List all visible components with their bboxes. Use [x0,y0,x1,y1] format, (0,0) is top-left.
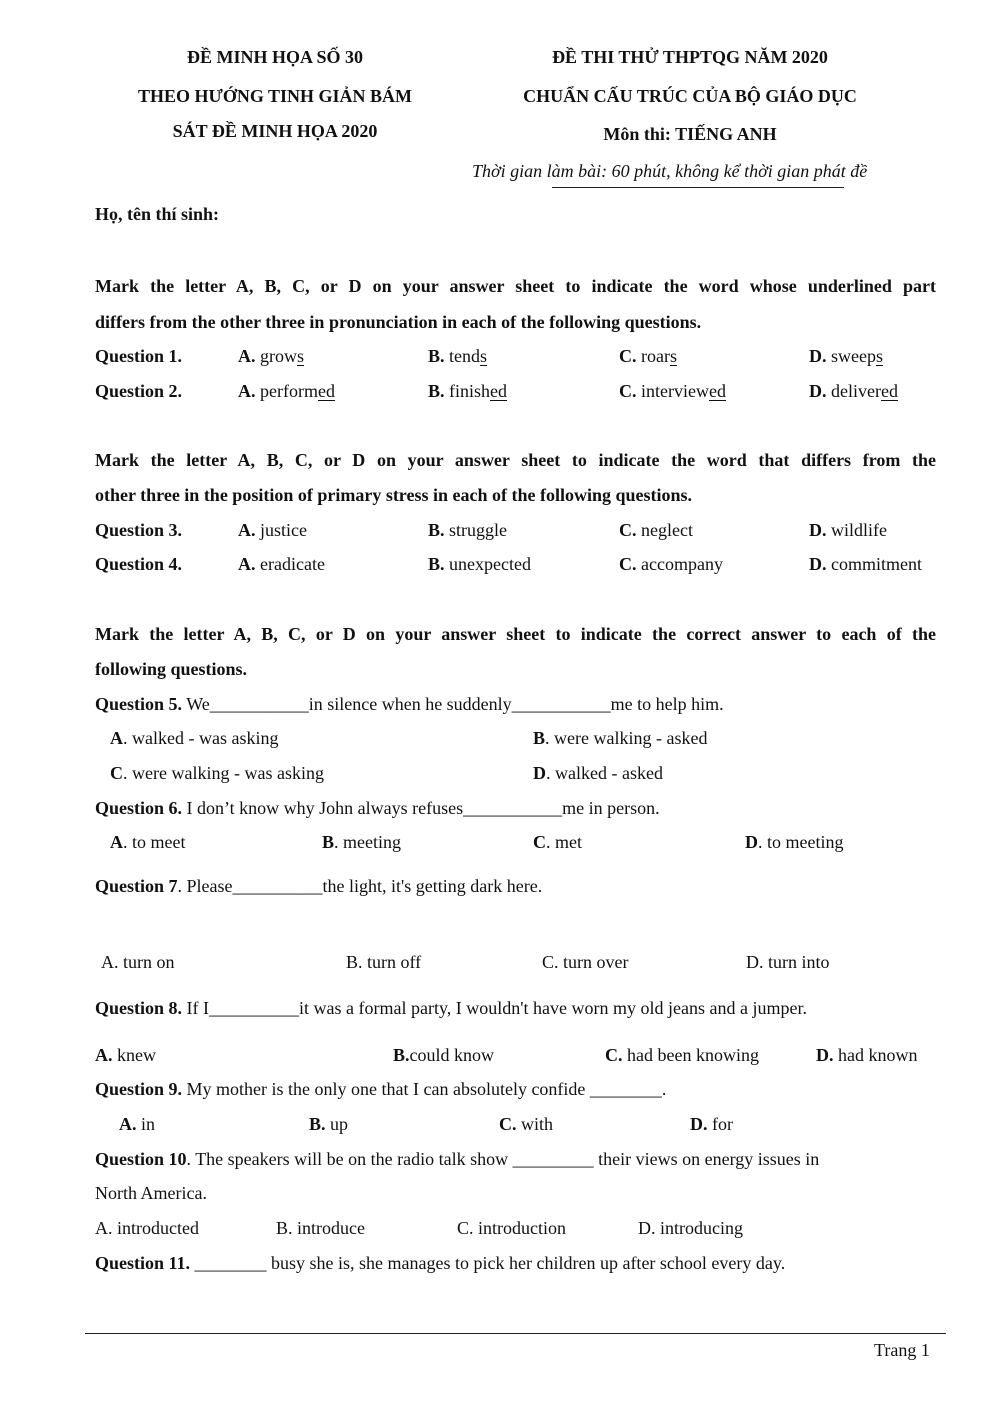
option-a[interactable] [238,520,307,541]
option-text: knew [112,1045,156,1065]
option-a[interactable]: A. introducted [95,1218,199,1238]
option-text: . to meeting [758,832,844,852]
option-letter: C. [619,554,637,574]
option-letter: C. [499,1114,517,1134]
option-b[interactable] [428,554,531,575]
question-stem [95,876,542,897]
option-a[interactable] [238,554,325,575]
header-divider [552,187,844,188]
option-d[interactable] [809,346,883,367]
option-letter: B [322,832,335,852]
underlined-part: s [297,346,305,366]
option-letter: A [110,832,123,852]
header-left-line-1: ĐỀ MINH HỌA SỐ 30 [186,47,364,67]
option-text: . meeting [334,832,401,852]
option-b[interactable]: B. introduce [276,1218,365,1238]
stress-instruction-line-1: Mark the letter A, B, C, or D on your answer sheet to indicate the word that differs from the [95,450,936,470]
question-text: If I__________it was a formal party, I wouldn't have worn my old jeans and a jumper. [182,998,807,1018]
option-text: eradicate [260,554,325,574]
option-letter: B. [428,346,445,366]
question-label: Question 7 [95,876,178,896]
option-letter: B. [428,381,445,401]
question-stem [95,1079,666,1100]
option-text: grow [260,346,297,366]
question-label: Question 1. [95,346,183,366]
underlined-part: ed [317,381,335,401]
header-right-line-3: Môn thi: TIẾNG ANH [603,124,777,144]
option-d[interactable] [809,381,898,402]
option-c[interactable] [110,763,324,784]
option-letter: A. [119,1114,137,1134]
option-text: unexpected [449,554,531,574]
option-d[interactable] [745,832,843,853]
option-d[interactable] [816,1045,918,1066]
option-text: finish [449,381,491,401]
underlined-part: ed [880,381,898,401]
question-label: Question 2. [95,381,183,401]
option-letter: C [533,832,546,852]
option-letter: B [533,728,546,748]
option-d[interactable]: D. introducing [638,1218,743,1238]
option-letter: A. [95,1045,113,1065]
underlined-part: s [669,346,677,366]
option-d[interactable] [533,763,663,784]
option-a[interactable] [95,1045,156,1066]
option-text: for [707,1114,733,1134]
option-letter: A. [238,346,256,366]
pronunciation-instruction-line-1: Mark the letter A, B, C, or D on your answer sheet to indicate the word whose underlined part [95,276,936,296]
option-text: . were walking - was asking [123,763,324,783]
option-letter: C. [619,381,637,401]
option-a[interactable] [110,728,278,749]
option-text: . walked - was asking [123,728,279,748]
option-text: accompany [641,554,723,574]
option-c[interactable] [619,520,693,541]
grammar-instruction-line-1: Mark the letter A, B, C, or D on your answer sheet to indicate the correct answer to each of the [95,624,936,644]
option-d[interactable] [809,554,922,575]
header-right-line-1: ĐỀ THI THỬ THPTQG NĂM 2020 [552,47,828,67]
option-d[interactable] [809,520,887,541]
option-b[interactable] [309,1114,348,1135]
question-text: . The speakers will be on the radio talk show _________ their views on energy issues in [186,1149,820,1169]
option-text: . were walking - asked [545,728,708,748]
underlined-part: s [875,346,883,366]
option-c[interactable] [619,381,726,402]
option-letter: A. [238,381,256,401]
option-letter: D [533,763,546,783]
option-text: justice [260,520,307,540]
question-stem [95,798,660,819]
option-letter: B. [393,1045,410,1065]
option-text: interview [641,381,709,401]
option-letter: D. [809,554,827,574]
option-letter: D. [690,1114,708,1134]
footer-divider [85,1333,946,1334]
question-stem [95,1253,785,1274]
question-label: Question 4. [95,554,183,574]
option-b[interactable] [322,832,401,853]
option-b[interactable] [393,1045,494,1066]
option-text: commitment [831,554,922,574]
option-c[interactable] [619,554,723,575]
question-stem [95,694,724,715]
option-b[interactable]: B. turn off [346,952,422,972]
header-left-line-3: SÁT ĐỀ MINH HỌA 2020 [172,121,378,141]
option-d[interactable] [690,1114,733,1135]
option-letter: B. [428,554,445,574]
option-d[interactable]: D. turn into [746,952,830,972]
exam-time-note: Thời gian làm bài: 60 phút, không kể thời gian phát đề [472,161,868,181]
option-a[interactable] [238,381,335,402]
option-text: tend [449,346,481,366]
question-stem [95,998,807,1019]
option-a[interactable] [238,346,304,367]
option-letter: D. [816,1045,834,1065]
page-number: Trang 1 [874,1340,930,1360]
option-text: . met [546,832,582,852]
option-c[interactable] [605,1045,759,1066]
question-text: I don’t know why John always refuses___________me in person. [182,798,660,818]
option-c[interactable]: C. turn over [542,952,629,972]
option-text: could know [409,1045,495,1065]
question-label: Question 10 [95,1149,187,1169]
question-label: Question 11. [95,1253,191,1273]
option-letter: C. [619,520,637,540]
question-label: Question 9. [95,1079,183,1099]
question-text: We___________in silence when he suddenly___________me to help him. [182,694,724,714]
option-letter: C [110,763,123,783]
option-text: up [325,1114,349,1134]
option-c[interactable]: C. introduction [457,1218,566,1238]
candidate-name-label: Họ, tên thí sinh: [95,204,220,224]
option-c[interactable] [533,832,582,853]
grammar-instruction-line-2: following questions. [95,659,248,679]
option-letter: B. [428,520,445,540]
option-b[interactable] [428,346,487,367]
question-label: Question 3. [95,520,183,540]
header-left-line-2: THEO HƯỚNG TINH GIẢN BÁM [137,86,413,106]
option-text: roar [641,346,670,366]
option-letter: D. [809,520,827,540]
option-letter: D. [809,346,827,366]
question-stem [95,1149,819,1170]
question-text-continued: North America. [95,1183,207,1203]
option-c[interactable] [499,1114,553,1135]
option-text: sweep [831,346,876,366]
option-c[interactable] [619,346,677,367]
option-text: in [136,1114,156,1134]
option-text: . to meet [123,832,186,852]
question-text: ________ busy she is, she manages to pick her children up after school every day. [190,1253,786,1273]
option-letter: B. [309,1114,326,1134]
option-letter: C. [619,346,637,366]
option-text: neglect [641,520,693,540]
option-text: had known [833,1045,918,1065]
option-b[interactable] [428,520,507,541]
option-a[interactable] [110,832,185,853]
option-text: perform [260,381,318,401]
option-b[interactable] [428,381,507,402]
option-a[interactable]: A. turn on [101,952,175,972]
header-right-line-2: CHUẨN CẤU TRÚC CỦA BỘ GIÁO DỤC [523,86,857,106]
option-text: struggle [449,520,508,540]
option-letter: C. [605,1045,623,1065]
option-letter: A. [238,554,256,574]
option-text: wildlife [831,520,887,540]
question-label: Question 6. [95,798,183,818]
option-text: deliver [831,381,881,401]
option-text: with [516,1114,554,1134]
stress-instruction-line-2: other three in the position of primary stress in each of the following questions. [95,485,692,505]
option-b[interactable] [533,728,707,749]
option-letter: A [110,728,123,748]
underlined-part: ed [708,381,726,401]
question-label: Question 8. [95,998,183,1018]
option-letter: D. [809,381,827,401]
option-text: . walked - asked [546,763,663,783]
pronunciation-instruction-line-2: differs from the other three in pronunciation in each of the following questions. [95,312,702,332]
option-text: had been knowing [622,1045,759,1065]
question-label: Question 5. [95,694,183,714]
option-letter: D [745,832,758,852]
underlined-part: s [480,346,488,366]
underlined-part: ed [490,381,508,401]
option-letter: A. [238,520,256,540]
option-a[interactable] [119,1114,155,1135]
question-text: My mother is the only one that I can absolutely confide ________. [182,1079,667,1099]
question-text: . Please__________the light, it's getting dark here. [177,876,543,896]
